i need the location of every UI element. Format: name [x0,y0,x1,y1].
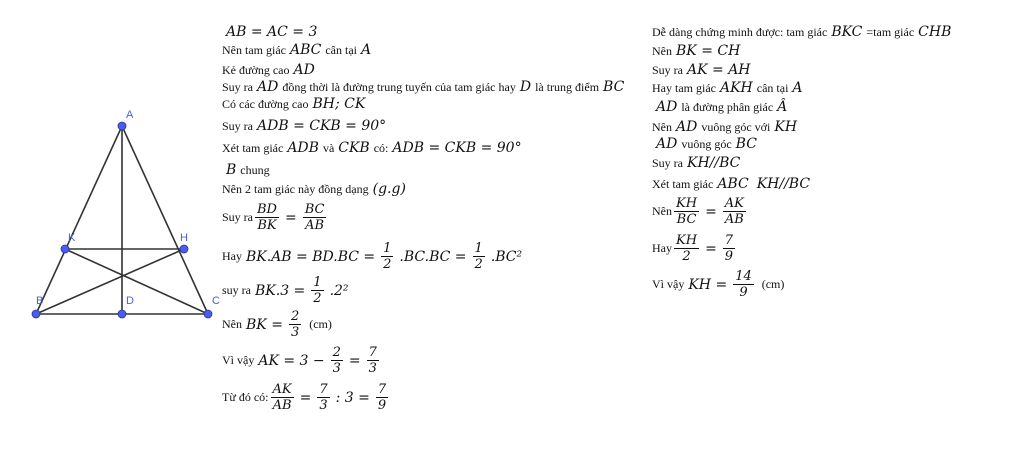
line-heights: Có các đường cao BH; CK [222,96,366,112]
line-kh-bc-ratio: Nên $\frac{KH}{BC}$ = $\frac{AK}{AB}$ [652,196,744,227]
line-isosceles: Nên tam giác ABC cân tại A [222,42,372,58]
point-label-c: C [212,295,220,307]
line-bk-result: Nên BK = $\frac{2}{3}$ (cm) [222,309,332,340]
segment-ck [65,249,208,314]
triangle-figure [0,0,240,340]
line-bisector: AD là đường phân giác Â [656,99,788,115]
segment-bh [36,249,184,314]
segment-ab [36,126,122,314]
point-h [180,245,188,253]
line-right-angles: Suy ra ADB = CKB = 90° [222,118,387,134]
line-ab-ac [222,24,321,40]
point-label-d: D [126,295,134,307]
segment-ac [122,126,208,314]
point-d [118,310,126,318]
line-ad-perp-kh: Nên AD vuông góc với KH [652,119,798,135]
eq-ab-ac: AB = AC = 3 [226,24,318,40]
line-kh-result: Vì vậy KH = $\frac{14}{9}$ (cm) [652,269,785,300]
line-ak-ab-ratio: Từ đó có: $\frac{AK}{AB}$ = $\frac{7}{3}$ : 3 = $\frac{7}{9}$ [222,382,387,413]
line-common-angle: B chung [226,162,270,178]
line-kh-2-ratio: Hay $\frac{KH}{2}$ = $\frac{7}{9}$ [652,233,734,264]
line-consider-triangles: Xét tam giác ADB và CKB có: ADB = CKB = 90° [222,140,522,156]
line-median: Suy ra AD đồng thời là đường trung tuyến của tam giác hay D là trung điểm BC [222,79,625,95]
line-altitude: Kẻ đường cao AD [222,62,315,78]
line-similar: Nên 2 tam giác này đồng dạng (g.g) [222,181,406,197]
line-consider-abc: Xét tam giác ABC KH//BC [652,176,811,192]
point-label-a: A [126,109,134,121]
point-b [32,310,40,318]
line-parallel: Suy ra KH//BC [652,155,741,171]
point-label-b: B [36,295,44,307]
point-label-k: K [68,232,76,244]
point-a [118,122,126,130]
point-k [61,245,69,253]
line-product: Hay BK.AB = BD.BC = $\frac{1}{2}$ .BC.BC = $\frac{1}{2}$ .BC² [222,241,523,272]
point-label-h: H [180,232,188,244]
line-bk-3: suy ra BK.3 = $\frac{1}{2}$ .2² [222,275,349,306]
line-ak-ah: Suy ra AK = AH [652,62,751,78]
point-c [204,310,212,318]
line-congruent: Dễ dàng chứng minh được: tam giác BKC =tam giác CHB [652,24,952,40]
line-ratio: Suy ra $\frac{BD}{BK}$ = $\frac{BC}{AB}$ [222,202,325,233]
line-ad-perp-bc: AD vuông góc BC [656,136,757,152]
line-ak-result: Vì vậy AK = 3 − $\frac{2}{3}$ = $\frac{7}{3}$ [222,345,377,376]
line-bk-ch: Nên BK = CH [652,43,741,59]
line-akh-isosceles: Hay tam giác AKH cân tại A [652,80,803,96]
